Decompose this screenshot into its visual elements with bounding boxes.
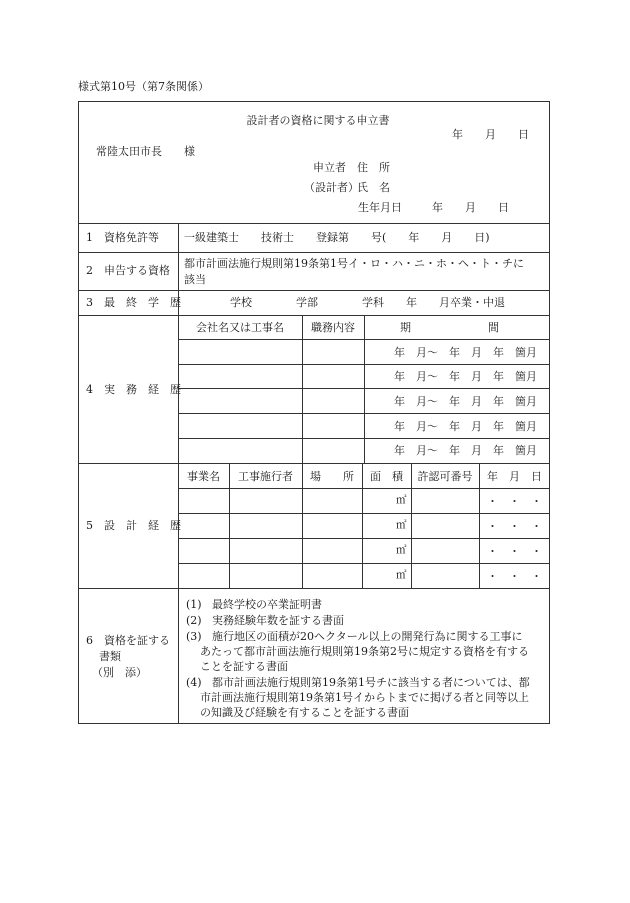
documents-label-line-1: 6 資格を証する — [86, 634, 170, 647]
divider — [178, 538, 550, 539]
address-label: 住 所 — [357, 161, 390, 174]
qualification-label: 1 資格免許等 — [86, 231, 159, 244]
area-unit: ㎡ — [396, 494, 407, 506]
submission-date: 年 月 日 — [452, 128, 529, 141]
experience-period: 年 月～ 年 月 年 箇月 — [394, 395, 537, 408]
document-item-text: 最終学校の卒業証明書 — [212, 598, 322, 611]
document-item-number: (4) — [186, 676, 202, 689]
design-header-contractor: 工事施行者 — [238, 470, 293, 483]
document-item-text: あたって都市計画法施行規則第19条第2号に規定する資格を有する — [200, 645, 529, 658]
area-unit: ㎡ — [396, 519, 407, 531]
birth-date-value: 年 月 日 — [432, 201, 509, 214]
experience-period: 年 月～ 年 月 年 箇月 — [394, 370, 537, 383]
divider — [78, 315, 550, 316]
date-dots: ・ ・ ・ — [487, 570, 542, 583]
document-item-number: (1) — [186, 598, 202, 611]
document-item-text: 市計画法施行規則第19条第1号イからトまでに掲げる者と同等以上 — [200, 691, 529, 704]
divider — [78, 588, 550, 589]
document-item-number: (2) — [186, 614, 202, 627]
divider — [78, 223, 550, 224]
divider — [78, 290, 550, 291]
divider — [178, 488, 550, 489]
experience-label: 4 実 務 経 歴 — [86, 383, 181, 396]
education-text: 学校 学部 学科 年 月卒業・中退 — [230, 296, 505, 309]
document-item-text: 都市計画法施行規則第19条第1号チに該当する者については、都 — [212, 676, 530, 689]
document-item-number: (3) — [186, 630, 202, 643]
designer-label: （設計者） — [304, 181, 359, 194]
divider — [178, 513, 550, 514]
declared-line-1: 都市計画法施行規則第19条第1号イ・ロ・ハ・ニ・ホ・ヘ・ト・チに — [184, 257, 524, 270]
documents-label-line-3: （別 添） — [92, 666, 147, 679]
area-unit: ㎡ — [396, 569, 407, 581]
experience-period: 年 月～ 年 月 年 箇月 — [394, 444, 537, 457]
experience-header-company: 会社名又は工事名 — [196, 321, 284, 334]
document-item-text: 施行地区の面積が20ヘクタール以上の開発行為に関する工事に — [212, 630, 523, 643]
declared-line-2: 該当 — [184, 273, 206, 286]
qualification-text: 一級建築士 技術士 登録第 号( 年 月 日) — [184, 231, 490, 244]
design-header-project: 事業名 — [187, 470, 220, 483]
birth-date-label: 生年月日 — [358, 201, 402, 214]
design-header-permit-no: 許認可番号 — [417, 470, 473, 483]
experience-period: 年 月～ 年 月 年 箇月 — [394, 346, 537, 359]
design-label: 5 設 計 経 歴 — [86, 519, 181, 532]
divider — [78, 252, 550, 253]
declared-label: 2 申告する資格 — [86, 264, 170, 277]
design-header-area: 面 積 — [370, 470, 403, 483]
experience-header-period: 期 間 — [400, 321, 499, 334]
documents-label-line-2: 書類 — [99, 650, 121, 663]
education-label: 3 最 終 学 歴 — [86, 296, 181, 309]
date-dots: ・ ・ ・ — [487, 495, 542, 508]
applicant-label: 申立者 — [313, 161, 346, 174]
form-title: 設計者の資格に関する申立書 — [246, 114, 390, 127]
document-item-text: 実務経験年数を証する書面 — [212, 614, 344, 627]
date-dots: ・ ・ ・ — [487, 520, 542, 533]
date-dots: ・ ・ ・ — [487, 545, 542, 558]
name-label: 氏 名 — [357, 181, 390, 194]
experience-period: 年 月～ 年 月 年 箇月 — [394, 420, 537, 433]
form-number: 様式第10号（第7条関係） — [78, 80, 209, 93]
experience-header-duties: 職務内容 — [311, 321, 355, 334]
design-header-location: 場 所 — [310, 470, 354, 483]
divider — [178, 563, 550, 564]
design-header-date: 年 月 日 — [487, 470, 542, 483]
addressee: 常陸太田市長 様 — [96, 145, 195, 158]
divider — [364, 315, 365, 463]
divider — [302, 315, 303, 463]
document-item-text: ことを証する書面 — [200, 660, 288, 673]
area-unit: ㎡ — [396, 544, 407, 556]
document-item-text: の知識及び経験を有することを証する書面 — [200, 706, 409, 719]
